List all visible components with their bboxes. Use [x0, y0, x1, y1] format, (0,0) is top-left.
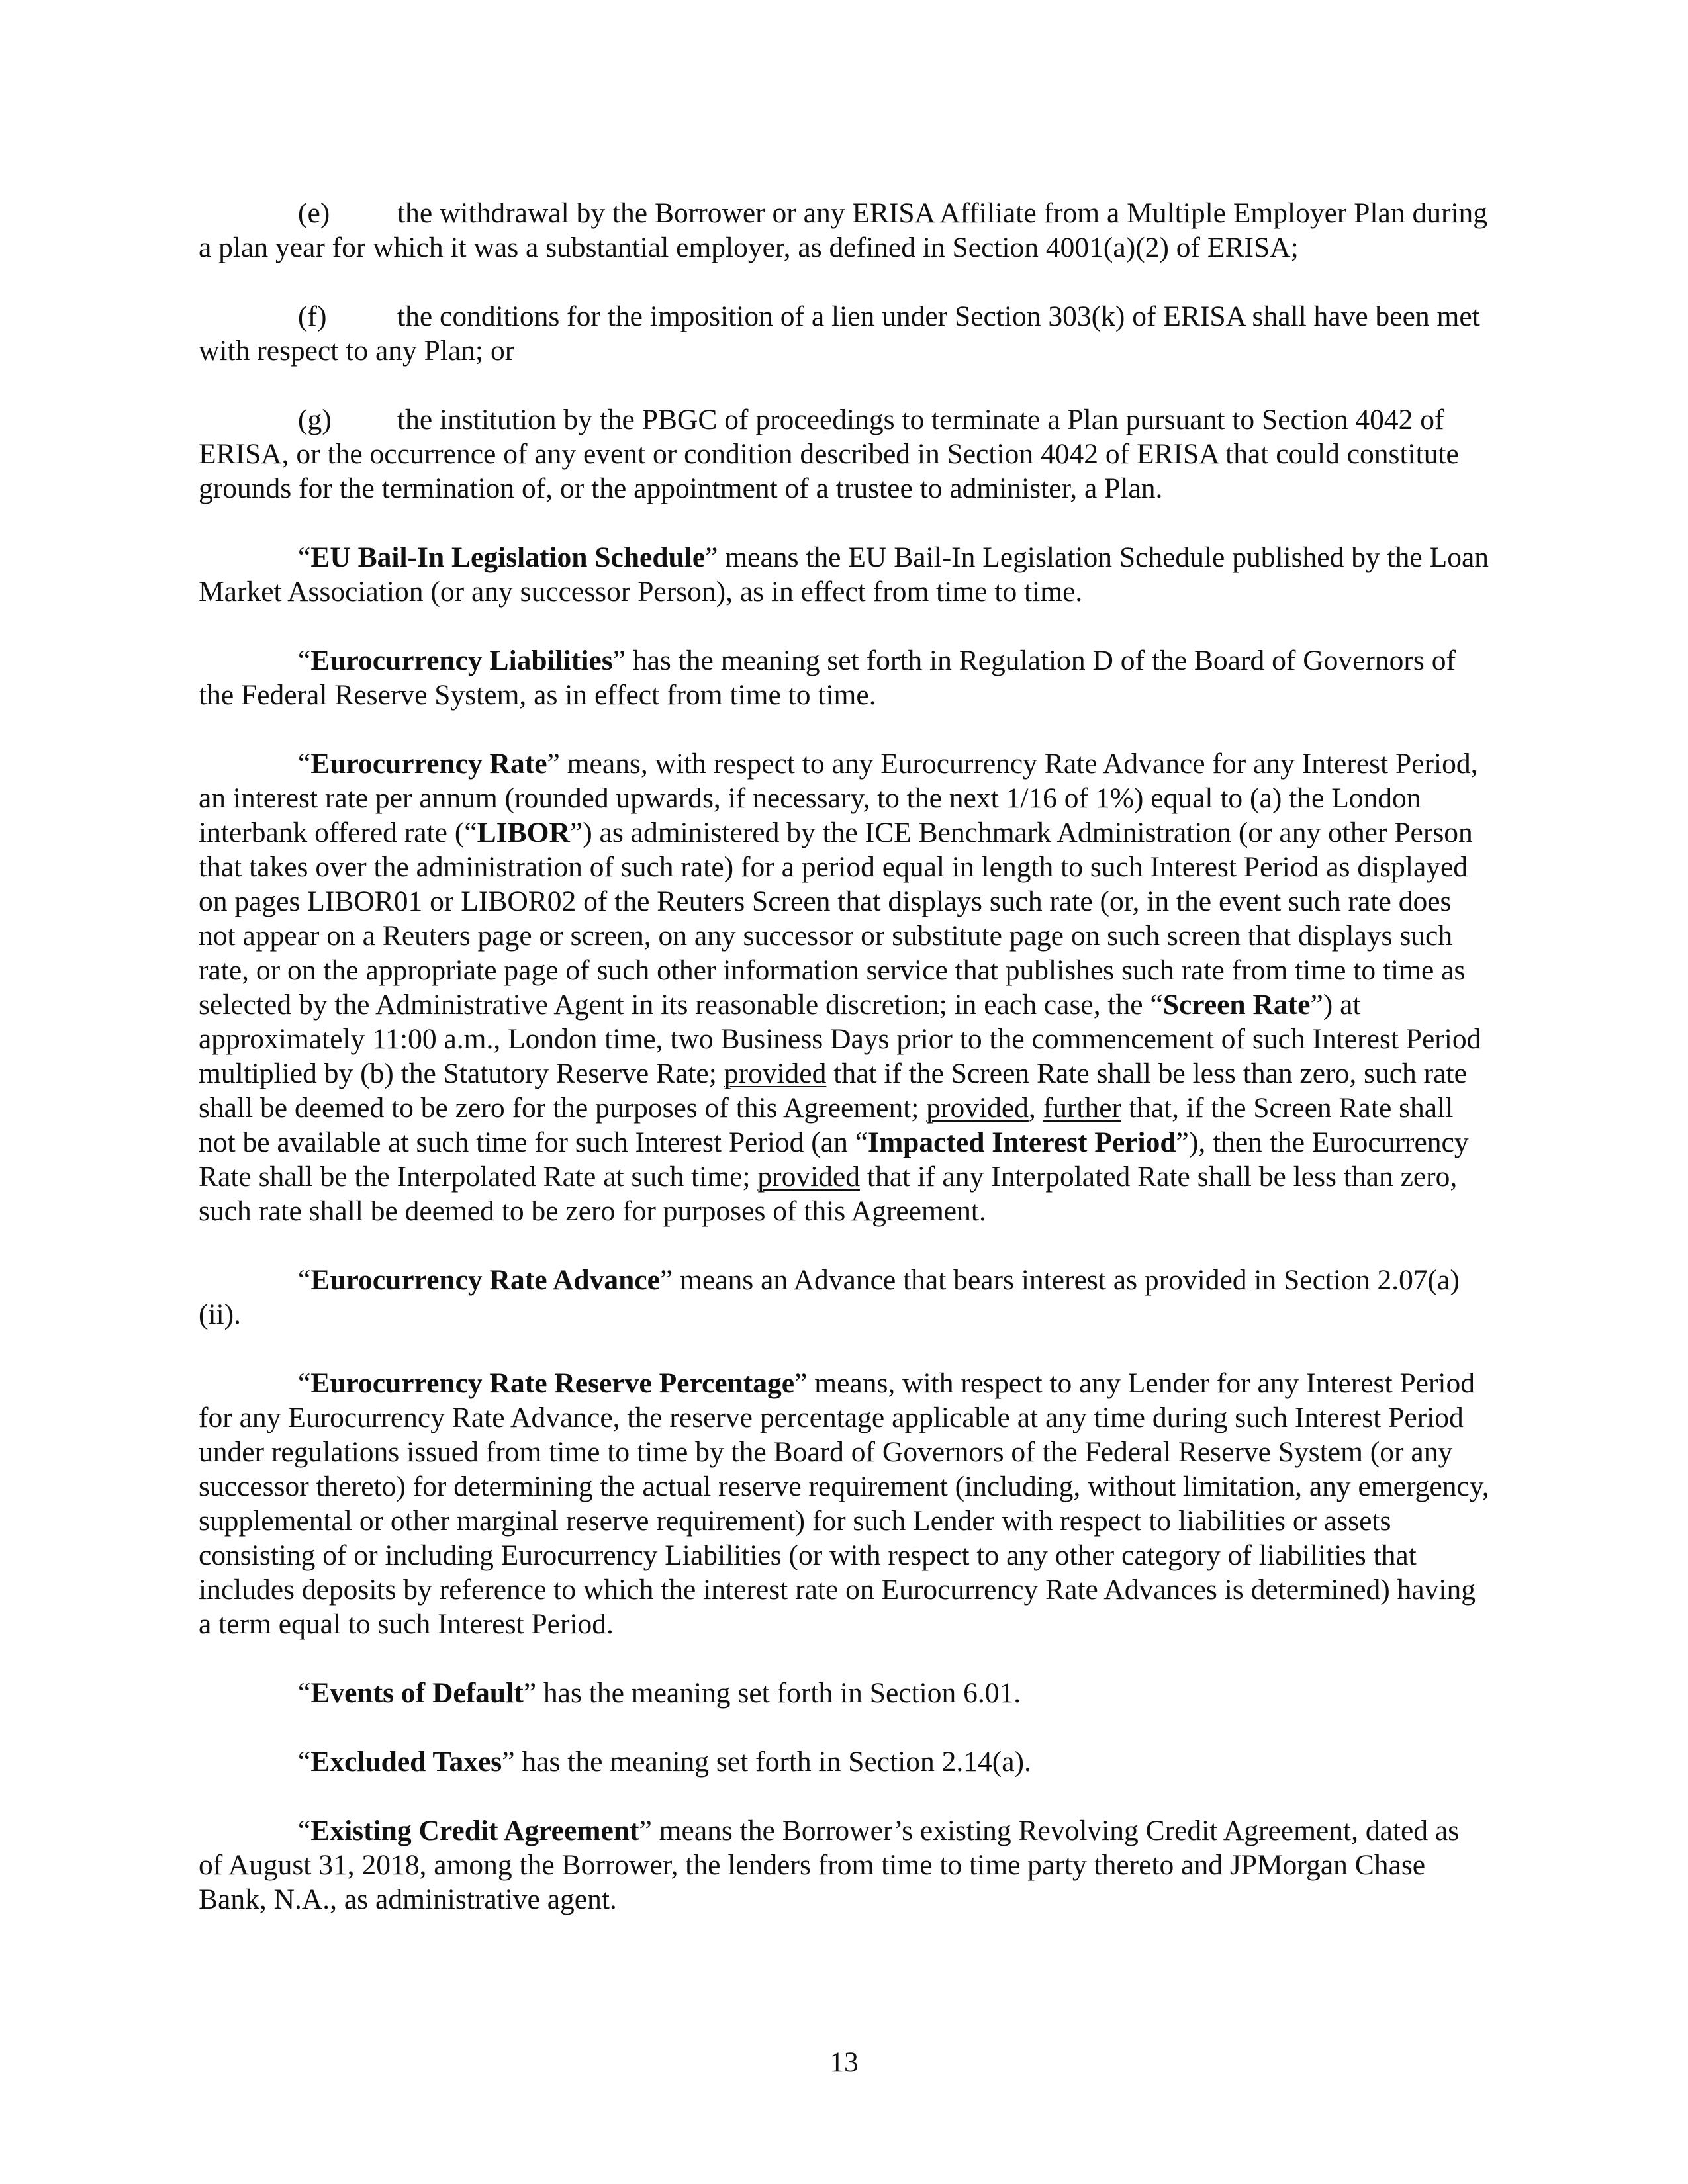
- defined-term-libor: LIBOR: [477, 817, 570, 848]
- quote-close: ”: [502, 1746, 515, 1778]
- definition-text-part: that if any Interpolated Rate shall be less than zero, such rate shall be deemed to be zero for purposes of this Agreement.: [199, 1161, 1458, 1227]
- definition-excluded-taxes: [199, 1745, 1489, 1779]
- definition-text: means the Borrower’s existing Revolving Credit Agreement, dated as of August 31, 2018, among the Borrower, the lenders from time to time party thereto and JPMorgan Chase Bank, N.A., as administrative agent.: [199, 1815, 1460, 1915]
- definition-events-of-default: [199, 1676, 1489, 1710]
- definition-text-part: that if the Screen Rate shall be less than zero, such rate shall be deemed to be zero for the purposes of this Agreement;: [199, 1058, 1467, 1124]
- item-text: the withdrawal by the Borrower or any ERISA Affiliate from a Multiple Employer Plan during a plan year for which it was a substantial employer, as defined in Section 4001(a)(2) of ERISA;: [199, 197, 1488, 263]
- item-text: the conditions for the imposition of a lien under Section 303(k) of ERISA shall have been met with respect to any Plan; or: [199, 300, 1480, 367]
- defined-term: Events of Default: [310, 1677, 524, 1709]
- defined-term: Eurocurrency Rate Advance: [310, 1264, 660, 1296]
- item-label: (e): [298, 197, 330, 229]
- item-label: (g): [298, 404, 332, 435]
- quote-open: “: [298, 541, 311, 573]
- definition-text-part: ,: [1028, 1092, 1043, 1124]
- underlined-provided: provided: [926, 1092, 1029, 1124]
- definition-text: has the meaning set forth in Regulation D of the Board of Governors of the Federal Reserve System, as in effect from time to time.: [199, 645, 1456, 711]
- page-body: [199, 196, 1489, 1951]
- definition-text-part: that, if the Screen Rate shall not be available at such time for such Interest Period (an “: [199, 1092, 1454, 1158]
- quote-open: “: [298, 1367, 311, 1399]
- quote-open: “: [298, 1746, 311, 1778]
- definition-text-part: ”) at approximately 11:00 a.m., London time, two Business Days prior to the commencement of such Interest Period multiplied by (b) the Statutory Reserve Rate;: [199, 989, 1481, 1089]
- definition-eurocurrency-liabilities: [199, 643, 1489, 712]
- quote-close: ”: [523, 1677, 537, 1709]
- definition-text: has the meaning set forth in Section 6.01.: [536, 1677, 1021, 1709]
- definition-text-part: ”), then the Eurocurrency Rate shall be the Interpolated Rate at such time;: [199, 1126, 1469, 1193]
- definition-eurocurrency-rate-advance: [199, 1263, 1489, 1332]
- definition-text: means the EU Bail-In Legislation Schedule published by the Loan Market Association (or any successor Person), as in effect from time to time.: [199, 541, 1489, 608]
- quote-open: “: [298, 1677, 311, 1709]
- defined-term: Excluded Taxes: [310, 1746, 502, 1778]
- definition-text-part: ” means, with respect to any Eurocurrency Rate Advance for any Interest Period, an interest rate per annum (rounded upwards, if necessary, to the next 1/16 of 1%) equal to (a) the London interbank offered rate (“: [199, 748, 1478, 848]
- underlined-further: further: [1043, 1092, 1121, 1124]
- definition-eurocurrency-rate-reserve-percentage: [199, 1366, 1489, 1641]
- item-label: (f): [298, 300, 327, 332]
- page-number: 13: [829, 2046, 859, 2078]
- definition-text-part: ”) as administered by the ICE Benchmark Administration (or any other Person that takes over the administration of such rate) for a period equal in length to such Interest Period as displayed on pages LIBOR01 or LIBOR02 of the Reuters Screen that displays such rate (or, in the event such rate does not appear on a Reuters page or screen, on any successor or substitute page on such screen that displays such rate, or on the appropriate page of such other information service that publishes such rate from time to time as selected by the Administrative Agent in its reasonable discretion; in each case, the “: [199, 817, 1473, 1021]
- defined-term: Eurocurrency Rate: [310, 748, 547, 780]
- definition-text: has the meaning set forth in Section 2.14(a).: [514, 1746, 1031, 1778]
- definition-existing-credit-agreement: [199, 1813, 1489, 1917]
- quote-close: ”: [639, 1815, 652, 1846]
- quote-open: “: [298, 1815, 311, 1846]
- underlined-provided: provided: [757, 1161, 860, 1193]
- underlined-provided: provided: [724, 1058, 827, 1089]
- list-item-f: [199, 299, 1489, 368]
- defined-term: Eurocurrency Rate Reserve Percentage: [310, 1367, 795, 1399]
- defined-term: Eurocurrency Liabilities: [310, 645, 613, 676]
- quote-close: ”: [705, 541, 718, 573]
- definition-text: means, with respect to any Lender for any Interest Period for any Eurocurrency Rate Advance, the reserve percentage applicable at any time during such Interest Period under regulations issued from time to time by the Board of Governors of the Federal Reserve System (or any successor thereto) for determining the actual reserve requirement (including, without limitation, any emergency, supplemental or other marginal reserve requirement) for such Lender with respect to liabilities or assets consisting of or including Eurocurrency Liabilities (or with respect to any other category of liabilities that includes deposits by reference to which the interest rate on Eurocurrency Rate Advances is determined) having a term equal to such Interest Period.: [199, 1367, 1489, 1640]
- quote-close: ”: [612, 645, 626, 676]
- quote-open: “: [298, 1264, 311, 1296]
- quote-open: “: [298, 748, 311, 780]
- quote-open: “: [298, 645, 311, 676]
- quote-close: ”: [659, 1264, 673, 1296]
- list-item-g: [199, 402, 1489, 506]
- defined-term-screen-rate: Screen Rate: [1162, 989, 1311, 1021]
- definition-eurocurrency-rate: [199, 747, 1489, 1228]
- defined-term-impacted-interest-period: Impacted Interest Period: [868, 1126, 1176, 1158]
- definition-eu-bail-in-legislation-schedule: [199, 540, 1489, 609]
- definition-text: means an Advance that bears interest as provided in Section 2.07(a)(ii).: [199, 1264, 1460, 1330]
- defined-term: Existing Credit Agreement: [310, 1815, 639, 1846]
- quote-close: ”: [794, 1367, 808, 1399]
- list-item-e: [199, 196, 1489, 265]
- item-text: the institution by the PBGC of proceedings to terminate a Plan pursuant to Section 4042 of ERISA, or the occurrence of any event or condition described in Section 4042 of ERISA that could constitute grounds for the termination of, or the appointment of a trustee to administer, a Plan.: [199, 404, 1459, 504]
- defined-term: EU Bail-In Legislation Schedule: [310, 541, 706, 573]
